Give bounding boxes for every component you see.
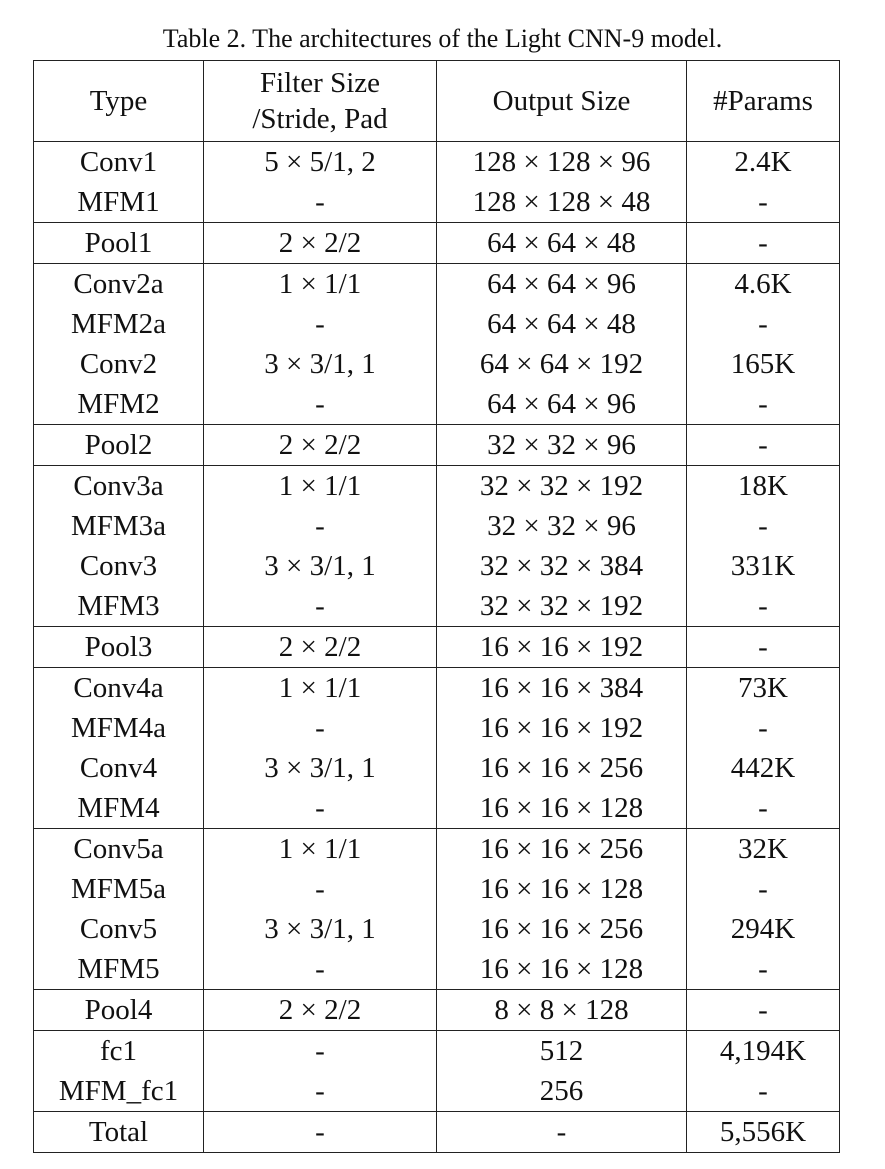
cell-type: Conv4 [34,748,204,788]
cell-type: MFM3 [34,586,204,627]
table-row [34,344,840,384]
header-filter-line1: Filter Size [259,67,380,99]
table-row [34,1031,840,1072]
cell-output: 32 × 32 × 96 [437,425,687,466]
architecture-table [33,60,840,1153]
cell-output: 64 × 64 × 192 [437,344,687,384]
cell-filter: 2 × 2/2 [204,627,437,668]
header-filter-line2: /Stride, Pad [252,103,388,135]
cell-filter: 5 × 5/1, 2 [204,142,437,183]
cell-params: - [687,708,840,748]
cell-params: - [687,223,840,264]
cell-filter: 1 × 1/1 [204,466,437,507]
cell-output: 16 × 16 × 256 [437,829,687,870]
table-row [34,1112,840,1153]
cell-output: 64 × 64 × 48 [437,304,687,344]
cell-params: 294K [687,909,840,949]
cell-output: 128 × 128 × 96 [437,142,687,183]
cell-filter: - [204,182,437,223]
cell-output: 32 × 32 × 192 [437,586,687,627]
cell-type: Conv1 [34,142,204,183]
cell-output: 64 × 64 × 96 [437,264,687,305]
cell-type: MFM4a [34,708,204,748]
cell-params: 165K [687,344,840,384]
table-row [34,869,840,909]
cell-params: 4,194K [687,1031,840,1072]
cell-params: 5,556K [687,1112,840,1153]
cell-output: 16 × 16 × 128 [437,869,687,909]
header-row [34,61,840,142]
cell-type: Conv2 [34,344,204,384]
cell-output: 16 × 16 × 128 [437,788,687,829]
cell-filter: - [204,1031,437,1072]
cell-filter: - [204,949,437,990]
cell-type: Total [34,1112,204,1153]
cell-output: 64 × 64 × 48 [437,223,687,264]
table-row [34,384,840,425]
table-row [34,708,840,748]
cell-type: Pool1 [34,223,204,264]
cell-type: MFM2a [34,304,204,344]
header-output: Output Size [437,61,687,142]
header-filter [204,61,437,142]
cell-params: 32K [687,829,840,870]
cell-filter: 3 × 3/1, 1 [204,748,437,788]
cell-params: - [687,788,840,829]
cell-params: 442K [687,748,840,788]
table-caption: Table 2. The architectures of the Light CNN-9 model. [162,24,723,53]
header-type: Type [34,61,204,142]
cell-output: 128 × 128 × 48 [437,182,687,223]
cell-filter: - [204,788,437,829]
table-row [34,506,840,546]
table-row [34,627,840,668]
cell-params: - [687,949,840,990]
cell-output: 32 × 32 × 192 [437,466,687,507]
table-row [34,1071,840,1112]
cell-output: 16 × 16 × 192 [437,708,687,748]
cell-filter: 2 × 2/2 [204,990,437,1031]
cell-type: MFM5a [34,869,204,909]
table-row [34,304,840,344]
cell-output: 32 × 32 × 384 [437,546,687,586]
cell-type: MFM4 [34,788,204,829]
cell-type: MFM_fc1 [34,1071,204,1112]
cell-output: 16 × 16 × 128 [437,949,687,990]
cell-params: - [687,627,840,668]
cell-filter: - [204,506,437,546]
cell-params: 73K [687,668,840,709]
table-row [34,425,840,466]
cell-filter: 3 × 3/1, 1 [204,546,437,586]
cell-params: - [687,990,840,1031]
cell-filter: 1 × 1/1 [204,829,437,870]
cell-params: - [687,384,840,425]
table-row [34,748,840,788]
cell-params: - [687,182,840,223]
cell-output: 16 × 16 × 256 [437,748,687,788]
table-row [34,546,840,586]
table-row [34,829,840,870]
table-row [34,788,840,829]
cell-type: Conv4a [34,668,204,709]
cell-filter: 1 × 1/1 [204,668,437,709]
cell-filter: 2 × 2/2 [204,223,437,264]
cell-filter: 3 × 3/1, 1 [204,344,437,384]
cell-output: 16 × 16 × 256 [437,909,687,949]
cell-output: 16 × 16 × 192 [437,627,687,668]
table-row [34,909,840,949]
table-row [34,142,840,183]
cell-type: Conv3a [34,466,204,507]
cell-filter: - [204,708,437,748]
cell-filter: 2 × 2/2 [204,425,437,466]
cell-type: MFM2 [34,384,204,425]
cell-type: MFM5 [34,949,204,990]
cell-params: - [687,586,840,627]
table-row [34,990,840,1031]
table-row [34,264,840,305]
cell-params: - [687,425,840,466]
cell-filter: - [204,384,437,425]
cell-filter: - [204,304,437,344]
cell-params: 18K [687,466,840,507]
cell-params: 4.6K [687,264,840,305]
cell-output: 512 [437,1031,687,1072]
table-row [34,223,840,264]
cell-type: MFM1 [34,182,204,223]
cell-type: fc1 [34,1031,204,1072]
cell-type: Pool3 [34,627,204,668]
cell-filter: - [204,586,437,627]
cell-params: - [687,304,840,344]
table-row [34,466,840,507]
cell-params: 331K [687,546,840,586]
cell-type: MFM3a [34,506,204,546]
table-row [34,182,840,223]
cell-type: Conv3 [34,546,204,586]
cell-filter: 1 × 1/1 [204,264,437,305]
table-row [34,949,840,990]
cell-type: Pool4 [34,990,204,1031]
cell-type: Pool2 [34,425,204,466]
cell-filter: - [204,869,437,909]
cell-params: - [687,869,840,909]
cell-params: 2.4K [687,142,840,183]
cell-filter: - [204,1112,437,1153]
header-params: #Params [687,61,840,142]
cell-type: Conv2a [34,264,204,305]
table-row [34,586,840,627]
cell-output: - [437,1112,687,1153]
cell-filter: - [204,1071,437,1112]
cell-params: - [687,506,840,546]
cell-output: 8 × 8 × 128 [437,990,687,1031]
cell-type: Conv5 [34,909,204,949]
cell-output: 16 × 16 × 384 [437,668,687,709]
cell-output: 64 × 64 × 96 [437,384,687,425]
cell-type: Conv5a [34,829,204,870]
cell-output: 256 [437,1071,687,1112]
cell-params: - [687,1071,840,1112]
cell-filter: 3 × 3/1, 1 [204,909,437,949]
table-row [34,668,840,709]
cell-output: 32 × 32 × 96 [437,506,687,546]
